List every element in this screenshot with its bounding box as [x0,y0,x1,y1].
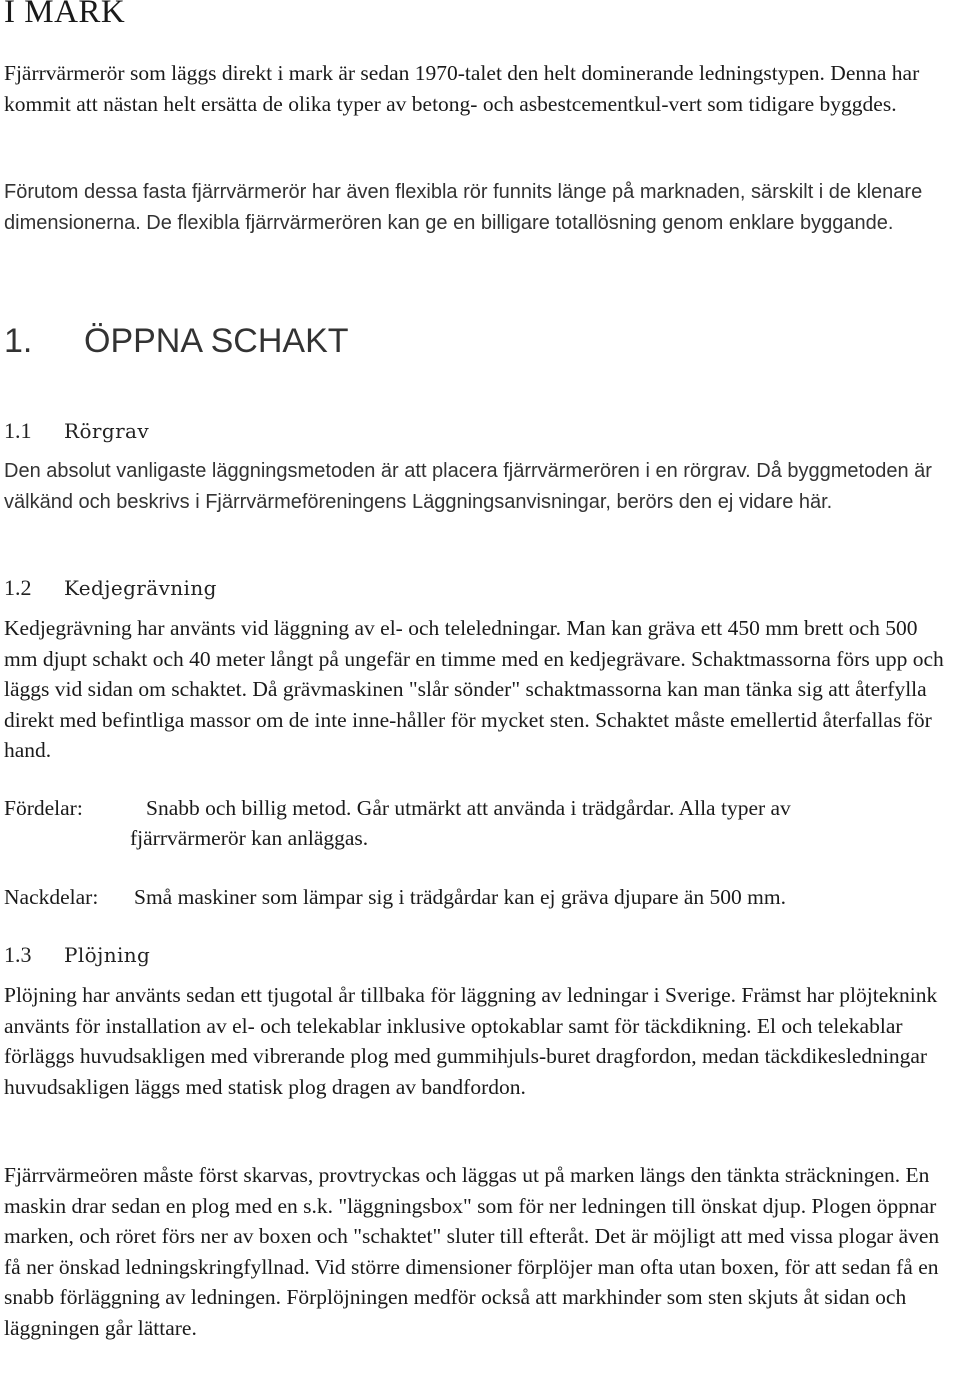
subsection-title: Rörgrav [64,419,150,443]
plojning-paragraph-2: Fjärrvärmeören måste först skarvas, provtryckas och läggas ut på marken längs den tänkta sträckningen. En maskin drar sedan en plog med en s.k. "läggningsbox" som för ner ledningen till önskat djup. Plogen öppnar marken, och röret förs ner av boxen och "schaktet" sluter till efteråt. Det är möjligt att med vissa plogar även få ner önskad ledningskringfyllnad. Vid större dimensioner förplöjer man ofta utan boxen, för att sedan få en snabb förläggning av ledningen. Förplöjningen medför också att markhinder som sten skjuts åt sidan och läggningen går lättare. [4,1163,940,1340]
rorgrav-paragraph: Den absolut vanligaste läggningsmetoden är att placera fjärrvärmerören i en rörgrav. Då byggmetoden är välkänd och beskrivs i Fjärrvärmeföreningens Läggningsanvisningar, berörs den ej vidare här. [4,460,932,513]
intro-paragraph-1: Fjärrvärmerör som läggs direkt i mark är sedan 1970-talet den helt dominerande ledningstypen. Denna har kommit att nästan helt ersätta de olika typer av betong- och asbestcementkul-vert som tidigare byggdes. [4,61,920,116]
intro-paragraph-2: Förutom dessa fasta fjärrvärmerör har även flexibla rör funnits länge på marknaden, särskilt i de klenare dimensionerna. De flexibla fjärrvärmerören kan ge en billigare totallösning genom enklare byggande. [4,181,923,234]
cons-label: Nackdelar: [4,885,99,909]
section-title: ÖPPNA SCHAKT [84,322,349,360]
section-heading-1 [4,322,956,361]
subsection-heading-1-3 [4,940,956,970]
page-heading: I MARK [4,0,126,30]
pros-row [4,793,956,824]
pros-label: Fördelar: [4,796,83,820]
subsection-heading-1-2 [4,573,956,603]
pros-text-line-1: Snabb och billig metod. Går utmärkt att använda i trädgårdar. Alla typer av [146,796,791,820]
subsection-title: Kedjegrävning [64,576,217,600]
cons-text: Små maskiner som lämpar sig i trädgårdar kan ej gräva djupare än 500 mm. [134,885,786,909]
subsection-number: 1.1 [4,418,32,443]
subsection-number: 1.2 [4,575,32,600]
kedjegravning-paragraph: Kedjegrävning har använts vid läggning av el- och teleledningar. Man kan gräva ett 450 mm brett och 500 mm djupt schakt och 40 meter långt på ungefär en timme med en kedjegrävare. Schaktmassorna förs upp och läggs vid sidan om schaktet. Då grävmaskinen "slår sönder" schaktmassorna kan man tänka sig att återfylla direkt med befintliga massor om de inte inne-håller för mycket sten. Schaktet måste emellertid återfallas för hand. [4,616,944,762]
cons-row [4,882,956,913]
pros-text-line-2: fjärrvärmerör kan anläggas. [130,826,369,850]
section-number: 1. [4,322,33,360]
subsection-heading-1-1 [4,416,956,446]
subsection-title: Plöjning [64,943,151,967]
subsection-number: 1.3 [4,942,32,967]
plojning-paragraph-1: Plöjning har använts sedan ett tjugotal år tillbaka för läggning av ledningar i Sverige. Främst har plöjteknink använts för installation av el- och telekablar inklusive optokablar samt för täckdikning. El och telekablar förläggs huvudsakligen med vibrerande plog med gummihjuls-buret dragfordon, medan täckdikesledningar huvudsakligen läggs med statisk plog dragen av bandfordon. [4,983,938,1099]
